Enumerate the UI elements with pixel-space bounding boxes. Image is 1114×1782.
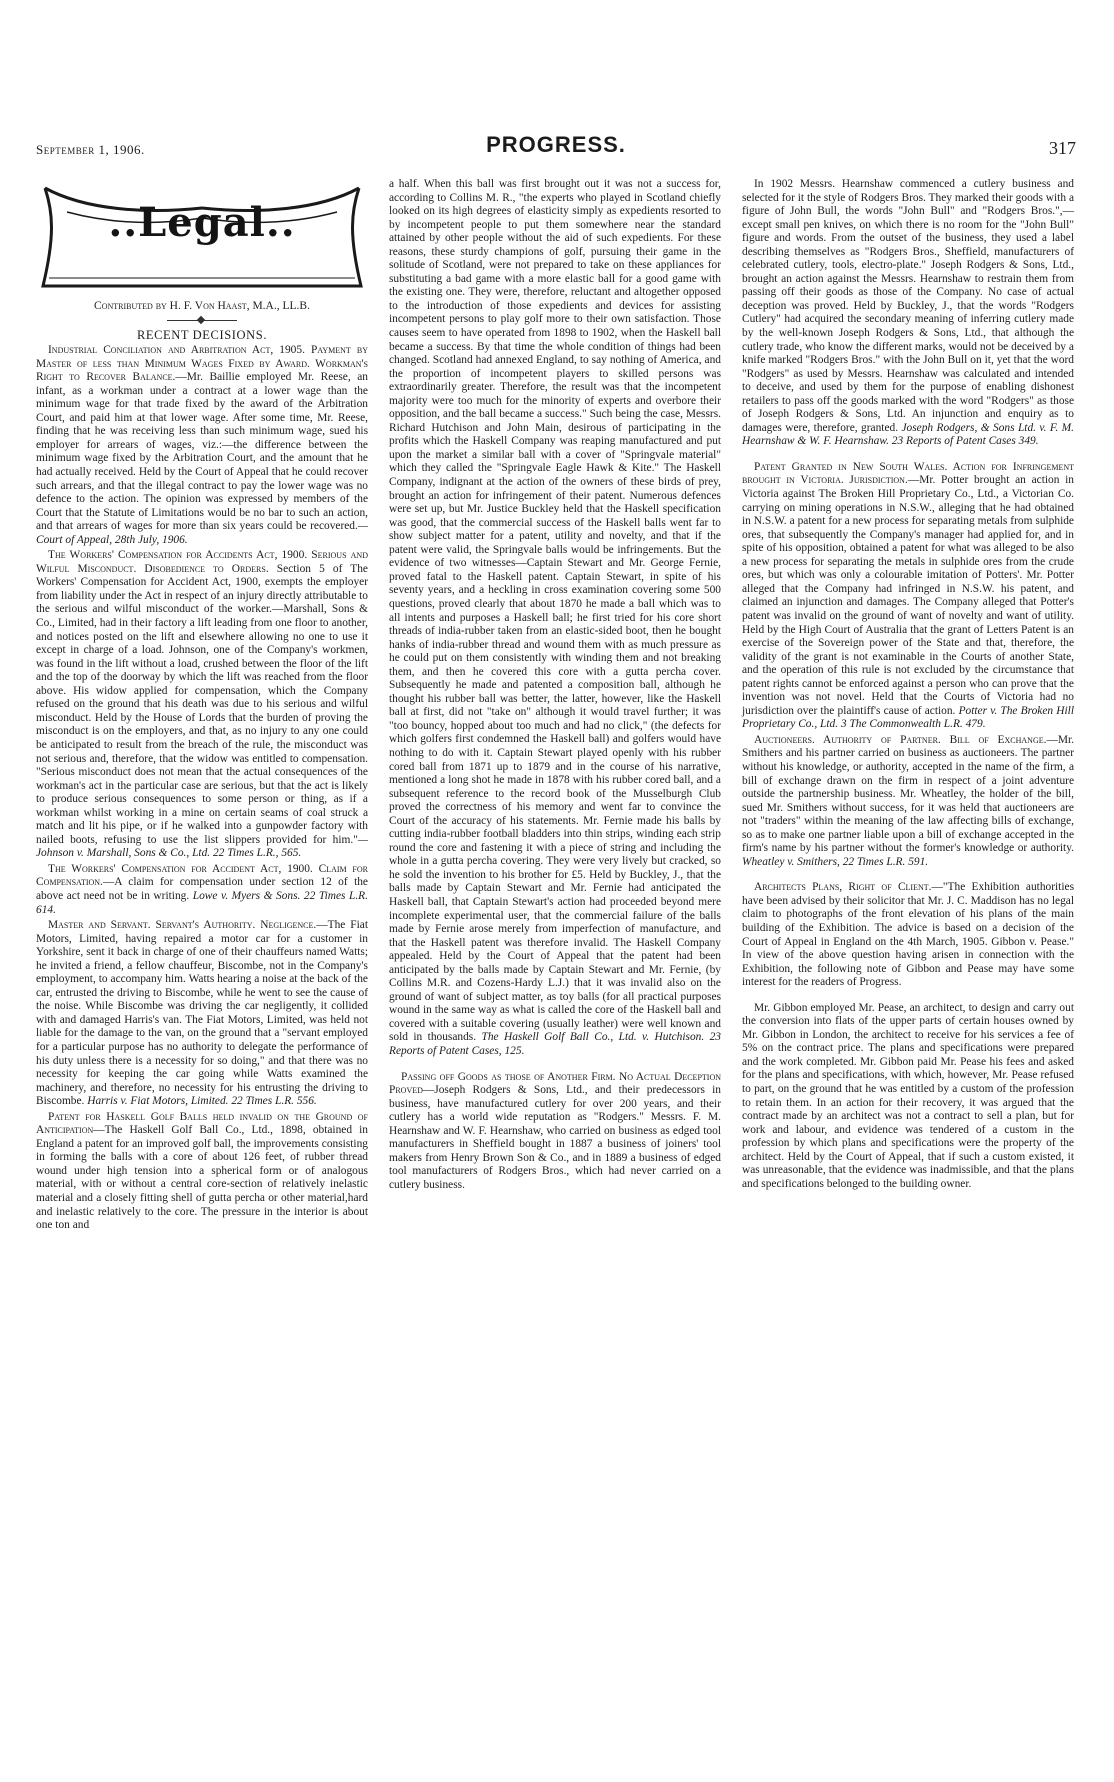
case-paragraph	[742, 1002, 1074, 1192]
case-citation: —Court of Appeal, 28th July, 1906.	[36, 520, 368, 546]
case-heading: Patent for Haskell Golf Balls held invalid on the Ground of Anticipation	[36, 1110, 368, 1137]
case-body: a half. When this ball was first brought out it was not a success for, according to Collins M. R., "the experts who played in Scotland chiefly looked on its high degrees of elasticity simply as expedients resorted to by incompetent people to put them somewhere near the standard attained by other people without the aid of such expedients. For these reasons, these sturdy champions of golf, pursuing their game in the solitude of Scotland, were not prepared to take on these appliances for substituting a bad game with a more elastic ball for a good game with the existing one. They were, therefore, reluctant and altogether opposed to the introduction of those expedients and devices for assisting incompetent persons to play golf more to their own satisfaction. Those causes seem to have operated from 1898 to 1902, when the Haskell ball became a success. By that time the whole condition of things had been changed. Scotland had annexed England, to say nothing of America, and the proportion of incompetent players to skilled persons was extraordinarily greater. Therefore, the result was that the incompetent majority were too much for the minority of experts and overbore their opposition, and the ball became a success." Such being the case, Messrs. Richard Hutchison and John Main, desirous of participating in the profits which the Haskell Company was reaping manufactured and put upon the market a similar ball with a cover of "Springvale material" which they called the "Springvale Eagle Hawk & Kite." The Haskell Company, indignant at the action of the owners of these birds of prey, brought an action for infringement of their patent. Numerous defences were set up, but Mr. Justice Buckley held that the Haskell specification was good, that the commercial success of the Haskell balls went far to show subject matter for a patent, utility and novelty, and that if the patent were valid, the Springvale balls would be infringements. But the evidence of two witnesses—Captain Stewart and Mr. George Fernie, proved fatal to the Haskell patent. Captain Stewart, in spite of his seventy years, and a heckling in cross examination covering some 500 questions, proved clearly that about 1870 he made a ball which was to all intents and purposes a Haskell ball; he first tried for his core short threads of india-rubber taken from an elastic-sided boot, then he bought hanks of india-rubber thread and wound them with as much pressure as he could put on them consistently with winding them and not breaking them, and then he covered this core with a gutta percha cover. Subsequently he made and patented a composition ball, although he thought his rubber ball was better, the latter, however, like the Haskell ball at first, did not "take on" although it would travel further; it was "too bouncy, hopped about too much and had no click," (the defects for which golfers first condemned the Haskell ball) and golfers would have nothing to do with it. Captain Stewart played openly with his rubber cored ball from 1871 up to 1879 and in the course of his narrative, mentioned a long shot he made in 1878 with his rubber cored ball, and a subsequent reference to the record book of the Musselburgh Club proved the correctness of his memory and went far to convince the Court of the accuracy of his statements. Mr. Fernie made his balls by cutting india-rubber football bladders into thin strips, winding each strip round the core and fastening it with a piece of string and including the whole in a gutta percha covering. They were very lively but cracked, so he sold the invention to his brother for £5. Held by Buckley, J., that the balls made by Captain Stewart and Mr. Fernie had anticipated the Haskell ball, that Captain Stewart's action had proceeded beyond mere incomplete experimental user, that the commercial failure of the balls made by Fernie arose merely from imperfection of manufacture, and that the Haskell patent was therefore invalid. The Haskell Company appealed. Held by the Court of Appeal that the patent had been anticipated by the balls made by Captain Stewart and Mr. Fernie, (by Collins M.R. and Cozens-Hardy L.J.) that it was invalid also on the ground of want of subject matter, as toy balls (for all practical purposes wound in the same way as what is called the core of the Haskell ball and covered with a suitable covering (usually leather) were well known and sold in thousands.	[389, 178, 721, 1044]
case-body: —Mr. Smithers and his partner carried on business as auctioneers. The partner without his knowledge, or authority, accepted in the name of the firm, a bill of exchange drawn on the firm in respect of a joint adventure outside the partnership business. Mr. Wheatley, the holder of the bill, sued Mr. Smithers without success, for it was held that auctioneers are not "traders" within the meaning of the law affecting bills of exchange, so as to make one partner liable upon a bill of exchange accepted in the firm's name by his partner without the former's knowledge or authority.	[742, 733, 1074, 855]
case-citation: Joseph Rodgers, & Sons Ltd. v. F. M. Hearnshaw & W. F. Hearnshaw. 23 Reports of Patent Cases 349.	[742, 421, 1074, 448]
case-citation: Lowe v. Myers & Sons. 22 Times L.R. 614.	[36, 889, 368, 916]
case-heading: Master and Servant. Servant's Authority. Negligence.	[48, 919, 317, 932]
case-heading: Architects Plans, Right of Client.	[754, 881, 932, 894]
case-paragraph	[742, 881, 1074, 989]
case-body: —The Haskell Golf Ball Co., Ltd., 1898, obtained in England a patent for an improved golf ball, the improvements consisting in forming the balls with a core of about 126 feet, of rubber thread wound under high tension into a spherical form or of analogous material, with or without a central core-section of relatively inelastic material and a closely fitting shell of gutta percha or other material,hard and inelastic relatively to the core. The pressure in the interior is about one ton and	[36, 1124, 368, 1232]
column-3	[742, 178, 1074, 1191]
case-paragraph	[36, 549, 368, 861]
case-paragraph	[742, 178, 1074, 449]
section-title: RECENT DECISIONS.	[136, 327, 268, 342]
case-heading: Patent Granted in New South Wales. Action for Infringement brought in Victoria. Jurisdiction.	[742, 460, 1074, 487]
column-2	[389, 178, 721, 1192]
issue-date: September 1, 1906.	[36, 142, 145, 157]
case-paragraph	[742, 734, 1074, 869]
case-citation: —Johnson v. Marshall, Sons & Co., Ltd. 22 Times L.R., 565.	[36, 833, 368, 860]
case-paragraph	[36, 1111, 368, 1233]
case-citation: Wheatley v. Smithers, 22 Times L.R. 591.	[742, 855, 929, 868]
case-heading: Auctioneers. Authority of Partner. Bill of Exchange.	[754, 733, 1047, 746]
ornament-divider	[167, 320, 237, 321]
page-header	[36, 132, 1076, 162]
case-heading: Passing off Goods as those of Another Firm. No Actual Deception Proved	[389, 1070, 721, 1097]
case-heading: Industrial Conciliation and Arbitration Act, 1905. Payment by Master of less than Minimum Wages Fixed by Award. Workman's Right to Recover Balance.	[36, 344, 368, 384]
legal-banner	[37, 178, 367, 294]
journal-title: PROGRESS.	[486, 132, 626, 157]
case-body: —A claim for compensation under section 12 of the above act need not be in writing.	[36, 876, 368, 902]
case-paragraph	[36, 919, 368, 1109]
case-heading: The Workers' Compensation for Accident Act, 1900. Claim for Compensation.	[36, 862, 368, 889]
case-citation: The Haskell Golf Ball Co., Ltd. v. Hutchison. 23 Reports of Patent Cases, 125.	[389, 1031, 721, 1057]
case-body: In 1902 Messrs. Hearnshaw commenced a cutlery business and selected for it the style of Rodgers Bros. They marked their goods with a figure of John Bull, the words "John Bull" and "Rodgers Bros.",—except small pen knives, on which there is no room for the "John Bull" figure and words. From the outset of the business, they used a label describing themselves as "Rodgers Bros., Sheffield, manufacturers of celebrated cutlery, tools, electro-plate." Joseph Rodgers & Sons, Ltd., brought an action against the Messrs. Hearnshaw to restrain them from passing off their goods as those of the Company. No case of actual deception was proved. Held by Buckley, J., that the words "Rodgers Cutlery" had acquired the secondary meaning of inferring cutlery made by the well-known Joseph Rodgers & Sons, Ltd., that although the cutlery trade, who know the different marks, would not be deceived by a knife marked "Rodgers Bros." with the John Bull on it, yet that the word "Rodgers" as used by Messrs. Hearnshaw was calculated and intended to deceive, and used by them for the purpose of enabling dishonest retailers to pass off the goods marked with the word "Rodgers" as those of Joseph Rodgers & Sons, Ltd. An injunction and enquiry as to damages were, therefore, granted.	[742, 178, 1074, 434]
case-body: —Mr. Potter brought an action in Victoria against The Broken Hill Proprietary Co., Ltd., a Victorian Co. carrying on mining operations in N.S.W., alleging that he had obtained in N.S.W. a patent for a new process for separating metals from sulphide ores, that subsequently the Company's manager had applied for, and in spite of his opposition, obtained a patent for what was alleged to be also a new process for separating the metals in sulphide ores from the crude ores, but which was only a colourable imitation of Potters'. Mr. Potter alleged that the Company had infringed in N.S.W. his patent, and claimed an injunction and damages. The Company alleged that Potter's patent was invalid on the ground of want of novelty and want of utility. Held by the High Court of Australia that the grant of Letters Patent is an exercise of the Sovereign power of the State and that, therefore, the validity of the grant is not examinable in the Courts of another State, and the operation of this rule is not excluded by the circumstance that patent rights cannot be enforced against a person who can prove that the invention was not novel. Held that the Courts of Victoria had no jurisdiction over the plaintiff's cause of action.	[742, 474, 1074, 717]
case-body: —The Fiat Motors, Limited, having repaired a motor car for a customer in Yorkshire, sent it back in charge of one of their chauffeurs named Watts; he invited a friend, a fellow chauffeur, Biscombe, not in the Company's employment, to accompany him. Watts hearing a noise at the back of the car, entrusted the driving to Biscombe, while he went to see the cause of the noise. While Biscombe was driving the car negligently, it collided with and damaged Harris's van. The Fiat Motors, Limited, was held not liable for the damage to the van, on the ground that a "servant employed for a particular purpose has no authority to delegate the performance of his duty unless there is a necessity for so doing," and that there was no necessity for keeping the car going while Watts examined the machinery, and therefore, no necessity for his entrusting the driving to Biscombe.	[36, 919, 368, 1108]
case-body: Mr. Gibbon employed Mr. Pease, an architect, to design and carry out the conversion into flats of the upper parts of certain houses owned by Mr. Gibbon in London, the architect to receive for his services a fee of 5% on the contract price. The plans and specifications were prepared and the work completed. Mr. Gibbon paid Mr. Pease his fees and asked for the plans and specifications, with which, however, Mr. Pease refused to part, on the ground that he was entitled by a custom of the profession to retain them. In an action for their recovery, it was argued that the contract made by an architect was not a contract to sell a plan, but for work and labour, and evidence was tendered of a custom in the profession by which plans and specifications were the property of the architect. Held by the Court of Appeal, that if such a custom existed, it was unreasonable, that the evidence was inadmissible, and that the plans and specifications belonged to the building owner.	[742, 1001, 1074, 1190]
contributor-line: Contributed by H. F. Von Haast, M.A., LL.B.	[94, 300, 310, 312]
page-number: 317	[1049, 138, 1076, 158]
case-paragraph	[742, 461, 1074, 732]
case-heading: The Workers' Compensation for Accidents Act, 1900. Serious and Wilful Misconduct. Disobedience to Orders.	[36, 549, 368, 575]
case-body: Section 5 of The Workers' Compensation for Accident Act, 1900, exempts the employer from liability under the Act in respect of an injury directly attributable to the serious and wilful misconduct of the worker.—Marshall, Sons & Co., Limited, had in their factory a lift leading from one floor to another, and notices posted on the lift and elsewhere allowing no one to use it except in charge of a load. Johnson, one of the Company's workmen, was found in the lift without a load, crushed between the floor of the lift and the top of the doorway by which the lift was reached from the floor above. His widow applied for compensation, which the Company refused on the ground that his death was due to his serious and wilful misconduct. Held by the House of Lords that the burden of proving the misconduct is on the employers, and that, as no injury to any one could be anticipated to result from the breach of the rule, the misconduct was not serious and, therefore, that the widow was entitled to compensation. "Serious misconduct does not mean that the actual consequences of the workman's act in the particular case are serious, but that the act is likely to produce serious consequences to some person or thing, as if a workman whilst working in a mine on certain seams of coal struck a match and lit his pipe, or if he walked into a gunpowder factory with nailed boots, refusing to use the list slippers provided for him."	[36, 562, 368, 846]
case-citation: Potter v. The Broken Hill Proprietary Co., Ltd. 3 The Commonwealth L.R. 479.	[742, 704, 1074, 731]
case-body: —"The Exhibition authorities have been advised by their solicitor that Mr. J. C. Maddison has no legal claim to photographs of the front elevation of his plans of the main building of the Exhibition. The advice is based on a decision of the Court of Appeal in England on the 4th March, 1905. Gibbon v. Pease." In view of the above question having arisen in connection with the Exhibition, the following note of Gibbon and Pease may have some interest for the readers of Progress.	[742, 881, 1074, 989]
case-paragraph	[36, 344, 368, 547]
column-1	[36, 178, 368, 1233]
case-paragraph	[389, 1071, 721, 1193]
banner-title: ..Legal..	[108, 199, 296, 246]
case-body: —Joseph Rodgers & Sons, Ltd., and their predecessors in business, have manufactured cutlery for over 200 years, and their cutlery has a world wide reputation as "Rodgers." Messrs. F. M. Hearnshaw and W. F. Hearnshaw, who carried on business as edged tool manufacturers in Sheffield bought in 1887 a business of joiners' tool makers from Henry Brown Son & Co., and in 1889 a business of edged tool manufacturers of Rodgers Bros., which had never carried on a cutlery business.	[389, 1084, 721, 1191]
case-paragraph	[36, 863, 368, 917]
case-paragraph	[389, 178, 721, 1059]
case-citation: Harris v. Fiat Motors, Limited. 22 Times L.R. 556.	[87, 1095, 317, 1108]
case-body: —Mr. Baillie employed Mr. Reese, an infant, as a workman under a contract at a lower wage than the minimum wage for that trade fixed by the award of the Arbitration Court, and paid him at that lower wage. After some time, Mr. Reese, finding that he was receiving less than such minimum wage, sued his employer for arrears of wages, viz.:—the difference between the minimum wage fixed by the Arbitration Court, and the amount that he had actually received. Held by the Court of Appeal that he could recover such arrears, and that the illegal contract to pay the lower wage was no defence to the action. The opinion was expressed by members of the Court that the Statute of Limitations would be no bar to such an action, and that arrears of wages for more than six years could be recovered.	[36, 371, 368, 533]
